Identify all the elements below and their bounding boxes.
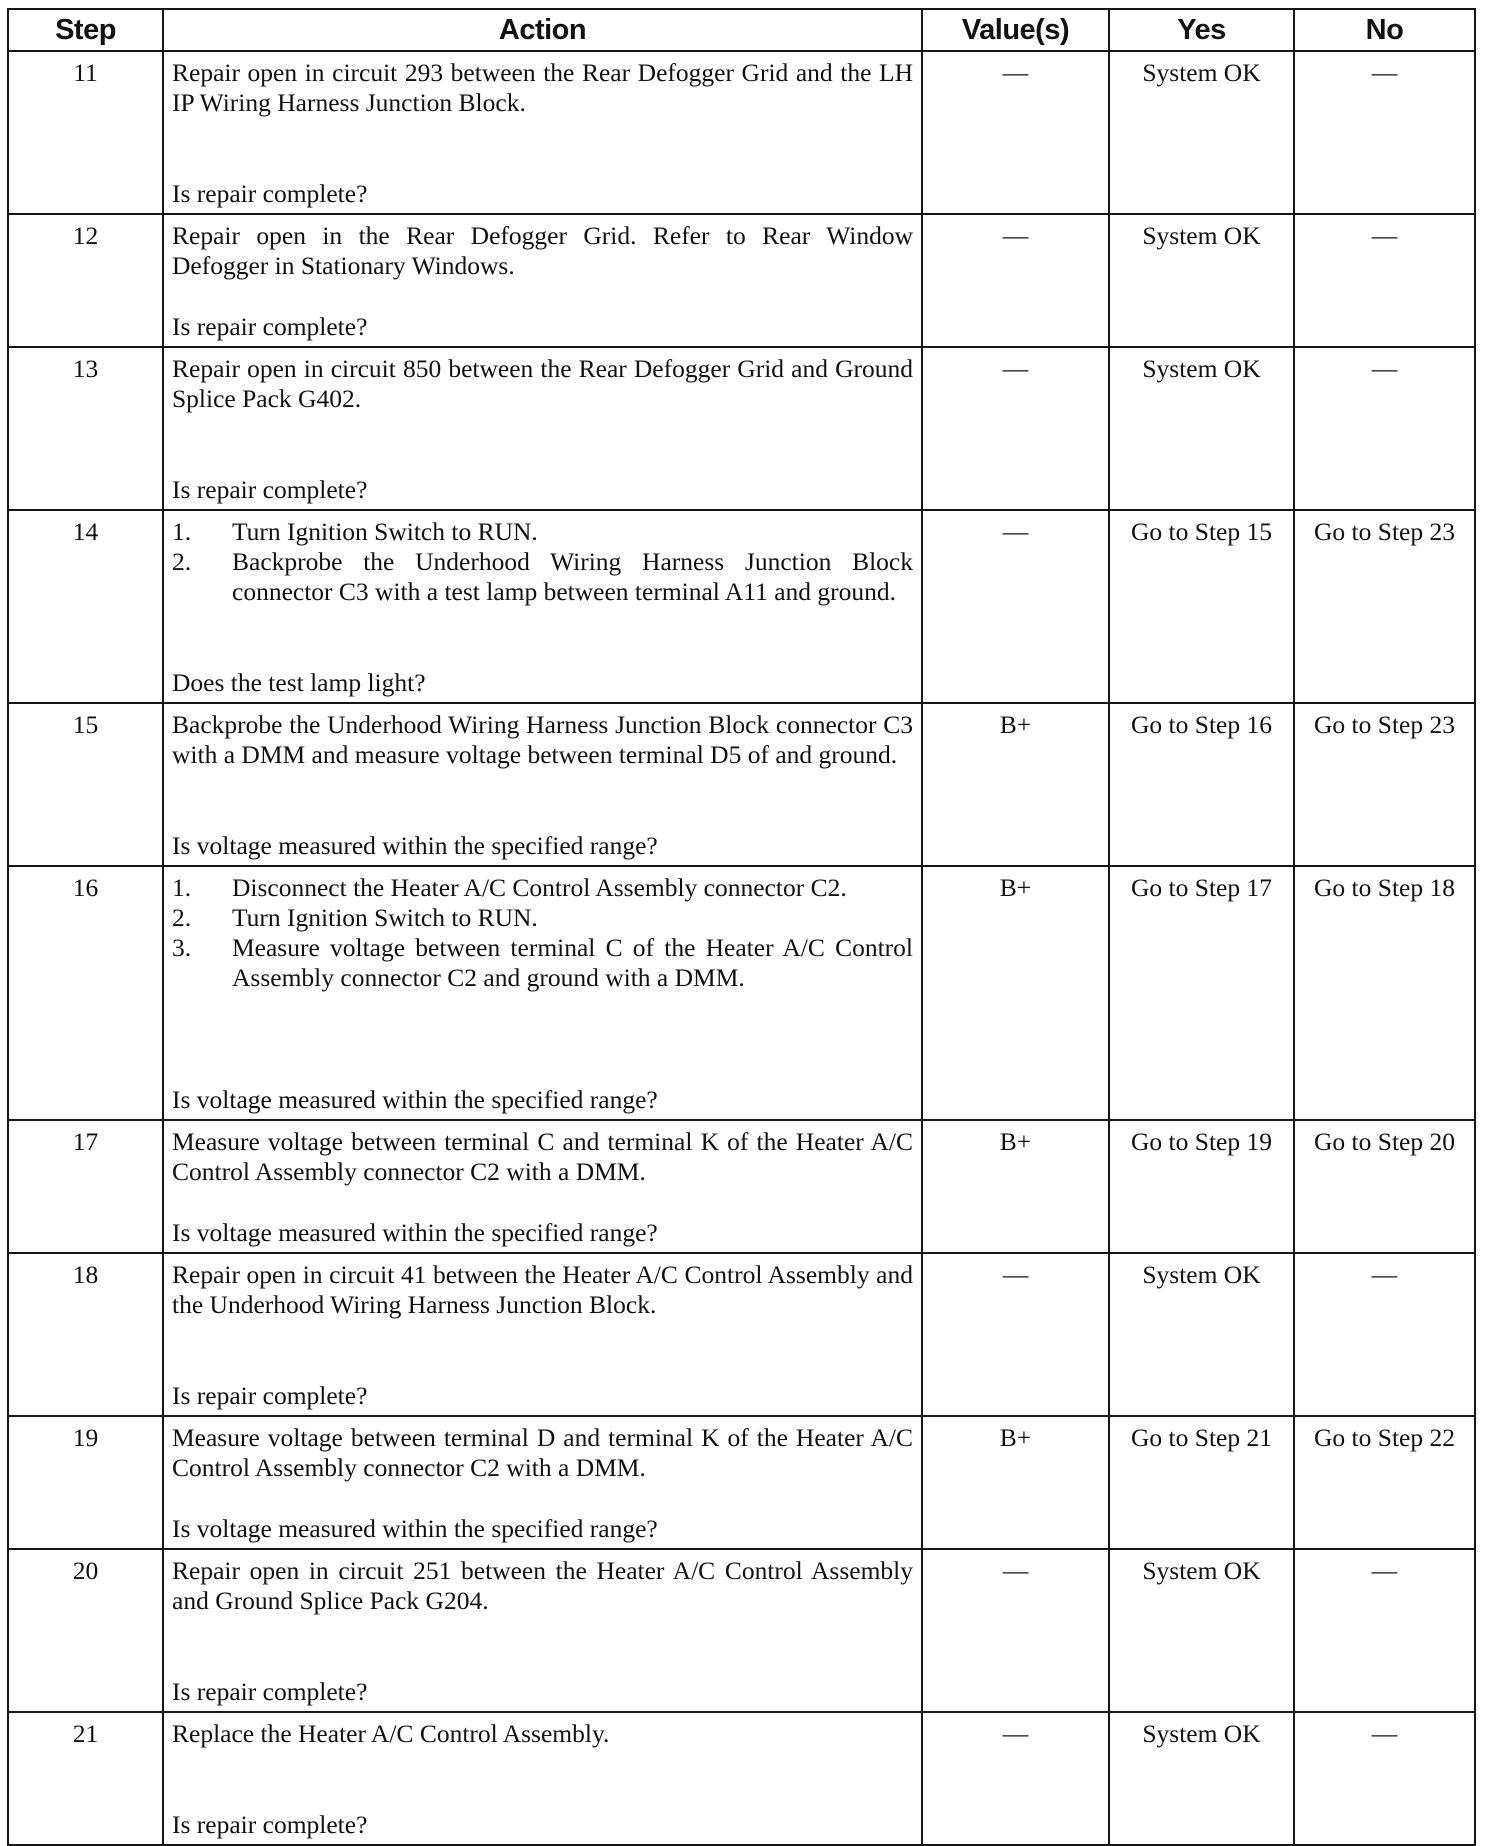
yes-cell: Go to Step 21 <box>1109 1416 1294 1549</box>
no-cell: Go to Step 18 <box>1294 866 1475 1120</box>
yes-cell: Go to Step 17 <box>1109 866 1294 1120</box>
no-cell: Go to Step 20 <box>1294 1120 1475 1253</box>
action-question: Is voltage measured within the specified range? <box>172 1085 658 1114</box>
table-row <box>8 347 1475 510</box>
step-number: 19 <box>8 1416 163 1549</box>
action-step <box>172 517 913 547</box>
step-number: 16 <box>8 866 163 1120</box>
table-row <box>8 1253 1475 1416</box>
action-steps <box>172 517 913 607</box>
step-number: 11 <box>8 51 163 214</box>
no-cell: — <box>1294 1549 1475 1712</box>
table-row <box>8 866 1475 1120</box>
yes-cell: System OK <box>1109 1712 1294 1845</box>
no-cell: — <box>1294 214 1475 347</box>
action-question: Is repair complete? <box>172 1810 368 1839</box>
no-cell: — <box>1294 1253 1475 1416</box>
action-step <box>172 933 913 993</box>
action-cell <box>163 214 922 347</box>
action-cell <box>163 51 922 214</box>
action-cell <box>163 1416 922 1549</box>
no-cell: — <box>1294 51 1475 214</box>
action-step-text: Turn Ignition Switch to RUN. <box>232 903 538 932</box>
action-question: Is repair complete? <box>172 475 368 504</box>
action-step-number: 2. <box>172 547 192 576</box>
action-step-text: Measure voltage between terminal C of the Heater A/C Control Assembly connector C2 and ground with a DMM. <box>232 933 913 992</box>
table-row <box>8 1549 1475 1712</box>
step-number: 21 <box>8 1712 163 1845</box>
table-row <box>8 1120 1475 1253</box>
yes-cell: System OK <box>1109 347 1294 510</box>
action-cell <box>163 703 922 866</box>
yes-cell: System OK <box>1109 1549 1294 1712</box>
action-text: Measure voltage between terminal C and terminal K of the Heater A/C Control Assembly connector C2 with a DMM. <box>172 1127 913 1186</box>
action-step-text: Backprobe the Underhood Wiring Harness Junction Block connector C3 with a test lamp between terminal A11 and ground. <box>232 547 913 606</box>
action-text: Backprobe the Underhood Wiring Harness Junction Block connector C3 with a DMM and measure voltage between terminal D5 of and ground. <box>172 710 913 769</box>
action-steps <box>172 873 913 993</box>
step-number: 17 <box>8 1120 163 1253</box>
step-number: 14 <box>8 510 163 703</box>
yes-cell: System OK <box>1109 214 1294 347</box>
yes-cell: Go to Step 16 <box>1109 703 1294 866</box>
action-text: Repair open in the Rear Defogger Grid. Refer to Rear Window Defogger in Stationary Windows. <box>172 221 913 280</box>
action-text: Repair open in circuit 41 between the Heater A/C Control Assembly and the Underhood Wiring Harness Junction Block. <box>172 1260 913 1319</box>
action-cell <box>163 510 922 703</box>
action-step-number: 2. <box>172 903 192 932</box>
table-row <box>8 510 1475 703</box>
header-row <box>8 9 1475 51</box>
yes-cell: System OK <box>1109 1253 1294 1416</box>
step-number: 18 <box>8 1253 163 1416</box>
action-step <box>172 903 913 933</box>
diagnostic-table <box>7 8 1476 1846</box>
no-cell: — <box>1294 347 1475 510</box>
action-question: Is repair complete? <box>172 312 368 341</box>
action-question: Does the test lamp light? <box>172 668 426 697</box>
value-cell: — <box>922 1253 1109 1416</box>
value-cell: — <box>922 510 1109 703</box>
table-row <box>8 51 1475 214</box>
action-text: Measure voltage between terminal D and terminal K of the Heater A/C Control Assembly connector C2 with a DMM. <box>172 1423 913 1482</box>
no-cell: — <box>1294 1712 1475 1845</box>
action-step-number: 1. <box>172 873 192 902</box>
action-step-number: 3. <box>172 933 192 962</box>
header-action: Action <box>163 9 922 51</box>
yes-cell: Go to Step 19 <box>1109 1120 1294 1253</box>
yes-cell: Go to Step 15 <box>1109 510 1294 703</box>
step-number: 20 <box>8 1549 163 1712</box>
action-step <box>172 547 913 607</box>
action-step-number: 1. <box>172 517 192 546</box>
action-step <box>172 873 913 903</box>
header-no: No <box>1294 9 1475 51</box>
table-row <box>8 703 1475 866</box>
value-cell: B+ <box>922 866 1109 1120</box>
action-cell <box>163 347 922 510</box>
header-values: Value(s) <box>922 9 1109 51</box>
table-row <box>8 1416 1475 1549</box>
action-question: Is voltage measured within the specified range? <box>172 1218 658 1247</box>
value-cell: B+ <box>922 1120 1109 1253</box>
table-body <box>8 51 1475 1845</box>
action-cell <box>163 866 922 1120</box>
action-step-text: Disconnect the Heater A/C Control Assembly connector C2. <box>232 873 847 902</box>
action-cell <box>163 1549 922 1712</box>
table-row <box>8 1712 1475 1845</box>
step-number: 13 <box>8 347 163 510</box>
action-question: Is repair complete? <box>172 1677 368 1706</box>
table-row <box>8 214 1475 347</box>
action-question: Is voltage measured within the specified range? <box>172 1514 658 1543</box>
action-text: Repair open in circuit 293 between the Rear Defogger Grid and the LH IP Wiring Harness Junction Block. <box>172 58 913 117</box>
value-cell: — <box>922 51 1109 214</box>
action-question: Is repair complete? <box>172 179 368 208</box>
header-yes: Yes <box>1109 9 1294 51</box>
no-cell: Go to Step 23 <box>1294 510 1475 703</box>
value-cell: — <box>922 1549 1109 1712</box>
value-cell: — <box>922 1712 1109 1845</box>
action-question: Is voltage measured within the specified range? <box>172 831 658 860</box>
action-cell <box>163 1120 922 1253</box>
yes-cell: System OK <box>1109 51 1294 214</box>
action-question: Is repair complete? <box>172 1381 368 1410</box>
step-number: 12 <box>8 214 163 347</box>
value-cell: B+ <box>922 1416 1109 1549</box>
value-cell: B+ <box>922 703 1109 866</box>
action-cell <box>163 1253 922 1416</box>
no-cell: Go to Step 23 <box>1294 703 1475 866</box>
header-step: Step <box>8 9 163 51</box>
action-text: Repair open in circuit 850 between the Rear Defogger Grid and Ground Splice Pack G402. <box>172 354 913 413</box>
value-cell: — <box>922 347 1109 510</box>
action-text: Repair open in circuit 251 between the Heater A/C Control Assembly and Ground Splice Pack G204. <box>172 1556 913 1615</box>
step-number: 15 <box>8 703 163 866</box>
action-step-text: Turn Ignition Switch to RUN. <box>232 517 538 546</box>
no-cell: Go to Step 22 <box>1294 1416 1475 1549</box>
value-cell: — <box>922 214 1109 347</box>
action-cell <box>163 1712 922 1845</box>
action-text: Replace the Heater A/C Control Assembly. <box>172 1719 610 1748</box>
